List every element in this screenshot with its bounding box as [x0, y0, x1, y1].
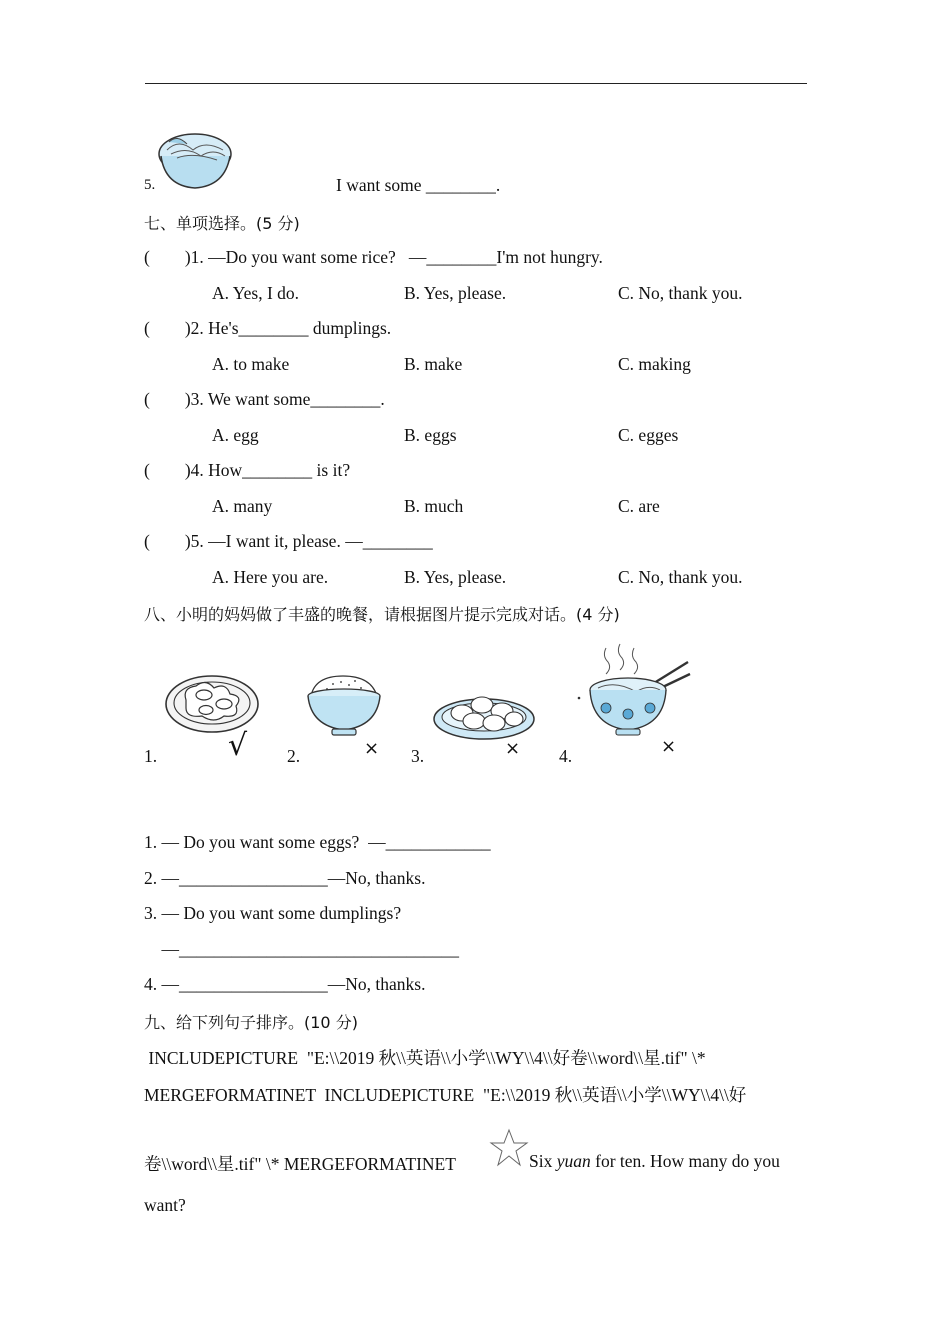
rice-bowl-icon — [305, 672, 383, 738]
field-code-line: 卷\\word\\星.tif" \* MERGEFORMATINET — [144, 1154, 460, 1174]
sentence-text — [529, 1151, 780, 1172]
mc-question-stem: ( )2. He's________ dumplings. — [144, 318, 392, 338]
sentence-part: for ten. How many do you — [590, 1151, 780, 1171]
dialogue-line: 4. —_________________—No, thanks. — [144, 974, 426, 994]
mc-option-a[interactable]: A. Yes, I do. — [212, 283, 300, 303]
mc-question-stem: ( )3. We want some________. — [144, 389, 385, 409]
mc-option-b[interactable]: B. make — [404, 354, 463, 374]
q5-text: I want some ________. — [336, 175, 501, 195]
mc-option-b[interactable]: B. Yes, please. — [404, 567, 507, 587]
dialogue-line: 1. — Do you want some eggs? —____________ — [144, 832, 491, 852]
noodle-bowl-icon — [157, 128, 235, 192]
noodle-bowl-chopsticks-icon — [576, 642, 694, 738]
cross-icon: × — [661, 736, 677, 757]
sentence-italic-word: yuan — [556, 1151, 591, 1171]
star-icon — [489, 1128, 529, 1168]
mc-option-b[interactable]: B. Yes, please. — [404, 283, 507, 303]
header-rule — [145, 83, 807, 84]
section8-title: 八、小明的妈妈做了丰盛的晚餐，请根据图片提示完成对话。(4 分) — [144, 605, 620, 624]
fried-eggs-icon — [164, 670, 262, 736]
mc-option-c[interactable]: C. No, thank you. — [618, 567, 743, 587]
mc-option-a[interactable]: A. many — [212, 496, 273, 516]
dumplings-plate-icon — [432, 683, 536, 743]
field-code-line: MERGEFORMATINET INCLUDEPICTURE "E:\\2019 秋\\英语\\小学\\WY\\4\\好 — [144, 1085, 747, 1105]
picture-number: 2. — [287, 746, 301, 766]
mc-option-c[interactable]: C. are — [618, 496, 660, 516]
field-code-line: INCLUDEPICTURE "E:\\2019 秋\\英语\\小学\\WY\\4\\好卷\\word\\星.tif" \* — [144, 1048, 706, 1068]
section9-title: 九、给下列句子排序。(10 分) — [144, 1013, 358, 1032]
mc-option-a[interactable]: A. to make — [212, 354, 290, 374]
check-icon: √ — [228, 728, 248, 763]
q5-number: 5. — [144, 177, 156, 193]
sentence-text: want? — [144, 1195, 186, 1215]
mc-question-stem: ( )4. How________ is it? — [144, 460, 351, 480]
cross-icon: × — [364, 738, 380, 759]
cross-icon: × — [505, 738, 521, 759]
mc-question-stem: ( )1. —Do you want some rice? —________I'm not hungry. — [144, 247, 603, 267]
picture-number: 4. — [559, 746, 573, 766]
mc-option-b[interactable]: B. eggs — [404, 425, 457, 445]
section7-title: 七、单项选择。(5 分) — [144, 214, 300, 233]
sentence-part: Six — [529, 1151, 557, 1171]
mc-option-c[interactable]: C. No, thank you. — [618, 283, 743, 303]
dialogue-line: 3. — Do you want some dumplings? — [144, 903, 402, 923]
mc-option-a[interactable]: A. Here you are. — [212, 567, 329, 587]
mc-question-stem: ( )5. —I want it, please. —________ — [144, 531, 433, 551]
mc-option-a[interactable]: A. egg — [212, 425, 259, 445]
mc-option-c[interactable]: C. making — [618, 354, 691, 374]
picture-number: 1. — [144, 746, 158, 766]
picture-number: 3. — [411, 746, 425, 766]
dialogue-line: 2. —_________________—No, thanks. — [144, 868, 426, 888]
mc-option-b[interactable]: B. much — [404, 496, 464, 516]
dialogue-line: —________________________________ — [144, 939, 459, 959]
mc-option-c[interactable]: C. egges — [618, 425, 679, 445]
